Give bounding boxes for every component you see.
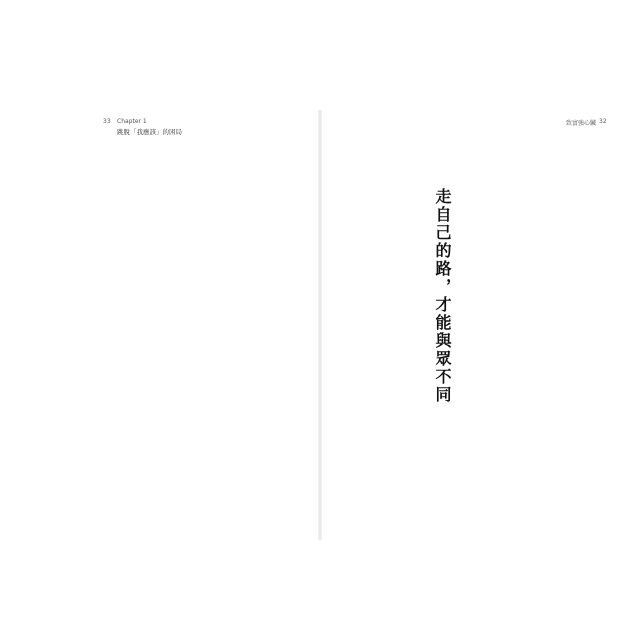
book-gutter <box>318 110 322 540</box>
chapter-label: Chapter 1 <box>117 118 147 125</box>
running-head: 致富強心臟 <box>566 120 597 127</box>
section-heading: 走自己的路，才能與眾不同 <box>433 188 452 404</box>
chapter-title: 跳脫「我應該」的困局 <box>117 128 182 136</box>
left-page-number: 33 <box>103 118 111 125</box>
right-page-number: 32 <box>599 118 607 125</box>
